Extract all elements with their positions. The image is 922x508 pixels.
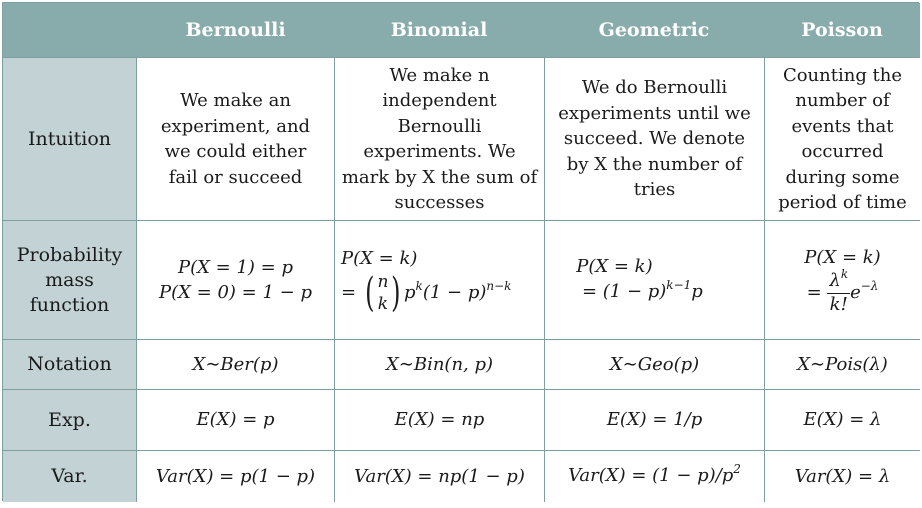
exp-poisson [764, 390, 920, 451]
row-label-variance: Var. [3, 451, 137, 502]
pmf-poisson-line1: P(X = k) [804, 246, 881, 268]
poisson-num-exp: k [840, 266, 849, 281]
pmf-binomial-eq: = [341, 281, 357, 303]
poisson-num: λ [829, 269, 841, 291]
notation-bernoulli-text: X∼Ber(p) [192, 353, 279, 375]
intuition-bernoulli-text: We make an experiment, and we could either fail or succeed [160, 90, 311, 188]
notation-bernoulli [137, 340, 334, 390]
notation-geometric-text: X∼Geo(p) [609, 353, 700, 375]
var-geometric [544, 451, 764, 502]
exp-geometric-text: E(X) = 1/p [606, 409, 703, 431]
exp-binomial [334, 390, 544, 451]
poisson-den: k! [829, 293, 848, 315]
exp-geometric [544, 390, 764, 451]
intuition-geometric-text: We do Bernoulli experiments until we succeed. We denote by X the number of tries [558, 77, 751, 201]
exp-bernoulli [137, 390, 334, 451]
intuition-binomial [334, 58, 544, 221]
header-corner [3, 3, 137, 58]
header-poisson: Poisson [764, 3, 920, 58]
pmf-geometric-line2a: = (1 − p) [581, 281, 667, 302]
pmf-geometric-line2 [576, 279, 703, 306]
poisson-fraction [827, 266, 850, 316]
intuition-poisson-text: Counting the number of events that occurred during some period of time [778, 64, 907, 213]
pmf-poisson [764, 221, 920, 340]
binomial-n: n [377, 271, 389, 292]
pmf-poisson-eq: = [806, 281, 822, 303]
var-bernoulli-text: Var(X) = p(1 − p) [155, 465, 316, 487]
pmf-binomial-line1: P(X = k) [341, 247, 418, 269]
pmf-binomial-p: p [404, 281, 416, 303]
notation-binomial-text: X∼Bin(n, p) [385, 353, 494, 375]
header-bernoulli: Bernoulli [137, 3, 334, 58]
pmf-binomial-line2 [341, 271, 511, 315]
var-geometric-exp: 2 [733, 461, 741, 476]
row-label-intuition: Intuition [3, 58, 137, 221]
var-geometric-text: Var(X) = (1 − p)/p [568, 464, 734, 486]
pmf-binomial-mid: (1 − p) [422, 281, 487, 303]
intuition-binomial-text: We make n independent Bernoulli experiments. We mark by X the sum of successes [341, 64, 538, 213]
header-geometric: Geometric [544, 3, 764, 58]
var-poisson [764, 451, 920, 502]
pmf-bernoulli [137, 221, 334, 340]
pmf-binomial [334, 221, 544, 340]
binomial-right-paren: ) [391, 269, 401, 316]
poisson-e-exp: −λ [860, 278, 879, 293]
pmf-bernoulli-line2: P(X = 0) = 1 − p [159, 282, 312, 303]
var-binomial [334, 451, 544, 502]
exp-binomial-text: E(X) = np [394, 409, 485, 431]
pmf-geometric-line1: P(X = k) [576, 256, 653, 277]
binomial-left-paren: ( [364, 269, 375, 316]
header-binomial: Binomial [334, 3, 544, 58]
pmf-geometric [544, 221, 764, 340]
intuition-geometric [544, 58, 764, 221]
exp-bernoulli-text: E(X) = p [196, 409, 275, 431]
exp-poisson-text: E(X) = λ [803, 409, 882, 431]
pmf-geometric-line2b: p [691, 281, 703, 302]
binomial-k: k [377, 293, 389, 314]
pmf-geometric-exp: k−1 [666, 278, 692, 292]
pmf-poisson-line2 [806, 266, 879, 316]
distributions-table [2, 2, 919, 501]
var-binomial-text: Var(X) = np(1 − p) [354, 465, 525, 487]
notation-binomial [334, 340, 544, 390]
notation-poisson [764, 340, 920, 390]
notation-geometric [544, 340, 764, 390]
row-label-expectation: Exp. [3, 390, 137, 451]
var-poisson-text: Var(X) = λ [794, 465, 891, 487]
binomial-coefficient [362, 271, 404, 315]
row-label-notation: Notation [3, 340, 137, 390]
var-bernoulli [137, 451, 334, 502]
row-label-pmf: Probability mass function [3, 221, 137, 340]
intuition-bernoulli [137, 58, 334, 221]
intuition-poisson [764, 58, 920, 221]
pmf-bernoulli-line1: P(X = 1) = p [177, 257, 293, 278]
notation-poisson-text: X∼Pois(λ) [797, 353, 888, 375]
pmf-binomial-exp1: k [415, 278, 423, 293]
poisson-e: e [850, 281, 861, 303]
pmf-binomial-exp2: n−k [486, 278, 512, 293]
